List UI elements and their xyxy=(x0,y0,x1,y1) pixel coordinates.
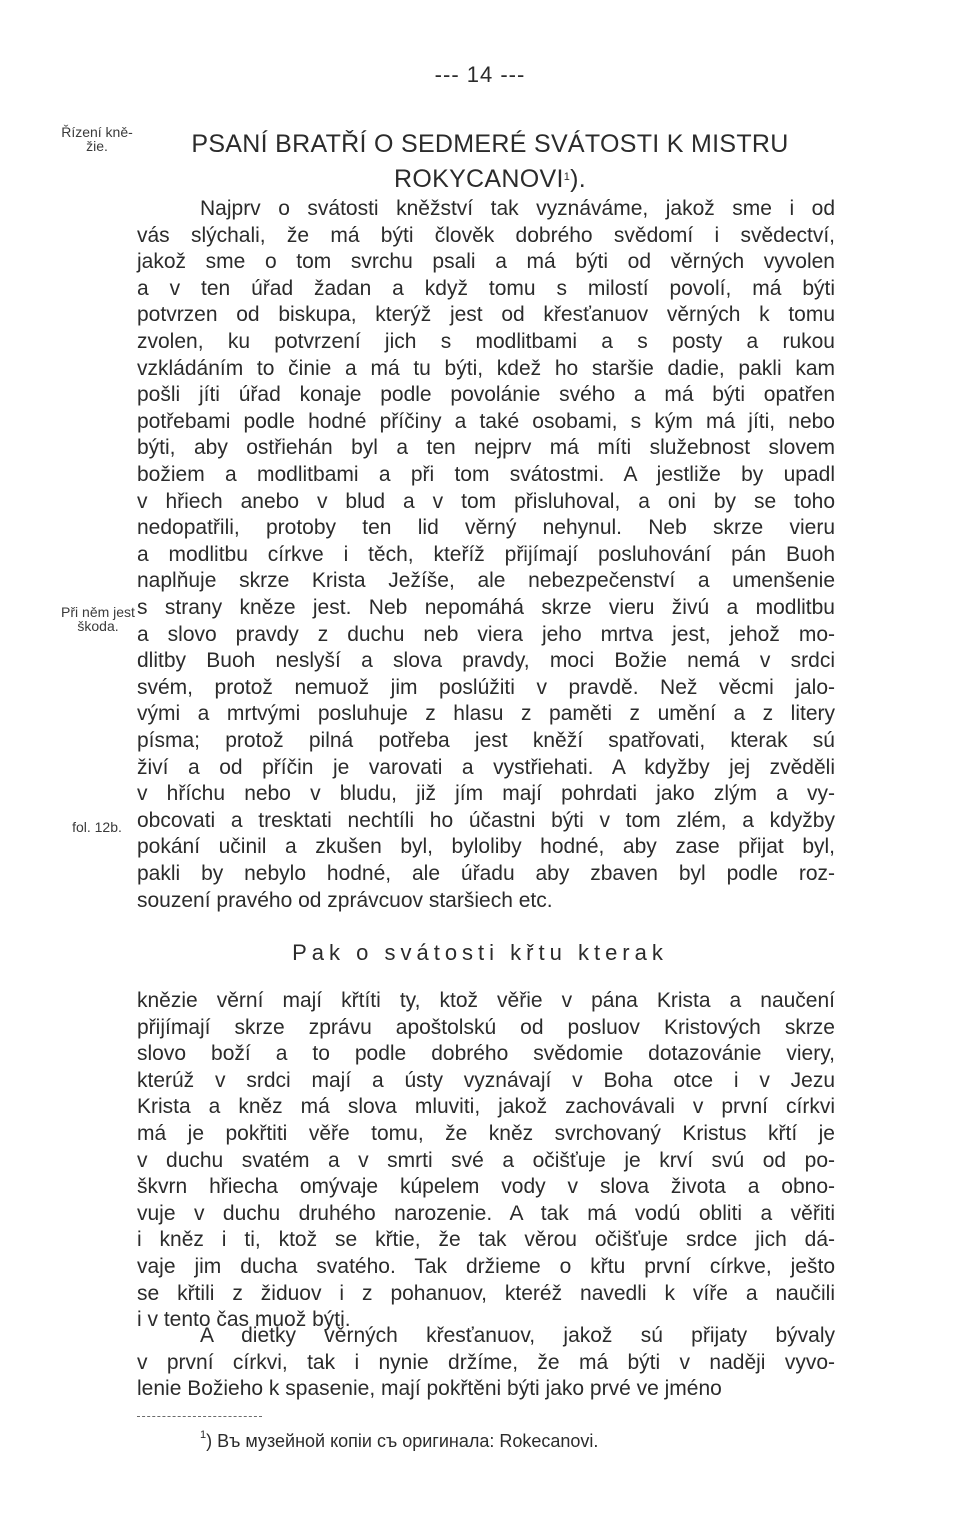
text-line: vzkládáním to činie a má tu býti, kdež ho staršie dadie, pakli kam xyxy=(137,356,835,380)
margin-note-line: škoda. xyxy=(77,618,119,634)
text-line: obcovati a tresktati nechtíli ho účastni býti v tom zlém, a kdyžby xyxy=(137,808,835,832)
text-line: A dietky věrných křesťanuov, jakož sú přijaty bývaly xyxy=(200,1324,835,1347)
text-line: a slovo pravdy z duchu neb viera jeho mrtva jest, jehož mo- xyxy=(137,622,835,646)
text-line: jakož sme o tom svrchu psali a má býti od věrných vyvolen xyxy=(137,250,835,274)
text-line: nedopatřili, protoby ten lid věrný nehynul. Neb skrze vieru xyxy=(137,516,835,540)
text-line: a v ten úřad žadan a když tomu s milostí povolí, má býti xyxy=(137,276,835,300)
margin-note-line: Řízení kně- xyxy=(61,124,133,140)
text-line: s strany kněze jest. Neb nepomáhá skrze vieru živú a modlitbu xyxy=(137,596,835,619)
text-line: Krista a kněz má slova mluviti, jakož zachovávali v první církvi xyxy=(137,1095,835,1119)
text-line: i v tento čas muož býti. xyxy=(137,1308,351,1332)
text-line: vás slýchali, že má býti člověk dobrého svědomí i svědectví, xyxy=(137,223,835,247)
title-word: ROKYCANOVI xyxy=(394,165,564,193)
text-line: lenie Božieho k spasenie, mají pokřtěni býti jako prvé ve jméno xyxy=(137,1377,722,1401)
text-line: božiem a modlitbami a při tom svátostmi. A jestliže by upadl xyxy=(137,463,835,486)
text-line: má je pokřtiti věře tomu, že kněz svrchovaný Kristus křtí je xyxy=(137,1122,835,1145)
text-line: vuje v duchu druhého narozenie. A tak má vodú obliti a věřiti xyxy=(137,1201,835,1225)
title-suffix: ). xyxy=(570,165,586,193)
footnote-text: ) Въ музейной копіи съ оригинала: Rokecanovi. xyxy=(206,1431,599,1451)
text-line: knězie věrní mají křtíti ty, ktož věřie v pána Krista a naučení xyxy=(137,989,835,1012)
text-line: vými a mrtvými posluhuje z hlasu z paměti z umění a z litery xyxy=(137,702,835,726)
margin-note-folio xyxy=(62,820,132,834)
text-line: souzení pravého od zprávcuov staršiech etc. xyxy=(137,888,553,912)
margin-note-line: žie. xyxy=(86,138,108,154)
text-line: živí a od příčin je varovati a vystřiehati. A kdyžby jej zvěděli xyxy=(137,755,835,779)
text-line: býti, aby ostřiehán byl a ten nejprv má míti služebnost slovem xyxy=(137,436,835,460)
text-line: potřebami podle hodné příčiny a také osobami, s kým má jíti, nebo xyxy=(137,409,835,433)
text-line: Najprv o svátosti kněžství tak vyznáváme, jakož sme i od xyxy=(200,197,835,220)
margin-note-line: fol. 12b. xyxy=(72,819,122,835)
footnote xyxy=(200,1431,598,1452)
text-line: pakli by nebylo hodné, ale úřadu aby zbaven byl podle roz- xyxy=(137,862,835,885)
text-line: dlitby Buoh neslyší a slova pravdy, moci Božie nemá v srdci xyxy=(137,649,835,673)
text-line: se křtili z židuov i z pohanuov, kteréž navedli k víře a naučili xyxy=(137,1281,835,1305)
text-line: v hříchu nebo v bludu, již jím mají pohrdati jako zlým a vy- xyxy=(137,782,835,806)
text-line: kterúž v srdci mají a ústy vyznávají v Boha otce i v Jezu xyxy=(137,1068,835,1092)
margin-note-rizeni-kneze xyxy=(60,125,134,153)
text-line: pokání učinil a zkušen byl, byloliby hodné, aby zase přijat byl, xyxy=(137,835,835,859)
footnote-marker: 1 xyxy=(200,1429,207,1441)
text-line: v první církvi, tak i nynie držíme, že má býti v naději vyvo- xyxy=(137,1350,835,1374)
text-line: v duchu svatém a v smrti své a očišťuje je krví svú od po- xyxy=(137,1148,835,1172)
text-line: přijímají skrze zprávu apoštolskú od posluov Kristových skrze xyxy=(137,1015,835,1039)
document-title xyxy=(140,127,840,197)
title-line-2 xyxy=(140,162,840,197)
text-line: pošli jíti úřad konaje podle povolánie svého a má býti opatřen xyxy=(137,383,835,407)
margin-note-line: Při něm jest xyxy=(61,604,135,620)
text-line: naplňuje skrze Krista Ježíše, ale nebezpečenství a umenšenie xyxy=(137,569,835,593)
text-line: a modlitbu církve i těch, kteříž přijímají posluhování pán Buoh xyxy=(137,542,835,566)
footnote-ref: 1 xyxy=(563,171,571,183)
text-line: písma; protož pilná potřeba jest kněží spatřovati, kterak sú xyxy=(137,729,835,752)
text-line: vaje jim ducha svatého. Tak držieme o křtu první církve, ješto xyxy=(137,1255,835,1278)
text-line: i kněz i ti, ktož se křtie, že tak věrou očišťuje srdce jich dá- xyxy=(137,1228,835,1252)
text-line: svém, protož nemuož jim poslúžiti v pravdě. Než věcmi jalo- xyxy=(137,675,835,699)
title-line-1: PSANÍ BRATŘÍ O SEDMERÉ SVÁTOSTI K MISTRU xyxy=(191,130,789,158)
text-line: v hřiech anebo v blud a v tom přisluhoval, a oni by se toho xyxy=(137,489,835,513)
margin-note-pri-nem-jest-skoda xyxy=(58,605,138,633)
page-number: --- 14 --- xyxy=(434,62,526,87)
section-heading: Pak o svátosti křtu kterak xyxy=(292,940,668,965)
text-line: zvolen, ku potvrzení jich s modlitbami a s posty a rukou xyxy=(137,330,835,353)
text-line: slovo boží a to podle dobrého svědomie dotazovánie viery, xyxy=(137,1042,835,1066)
text-line: potvrzen od biskupa, kterýž jest od křesťanuov věrných k tomu xyxy=(137,303,835,327)
text-line: škvrn hřiecha omývaje kúpelem vody v slova života a obno- xyxy=(137,1175,835,1199)
footnote-rule xyxy=(137,1416,262,1417)
